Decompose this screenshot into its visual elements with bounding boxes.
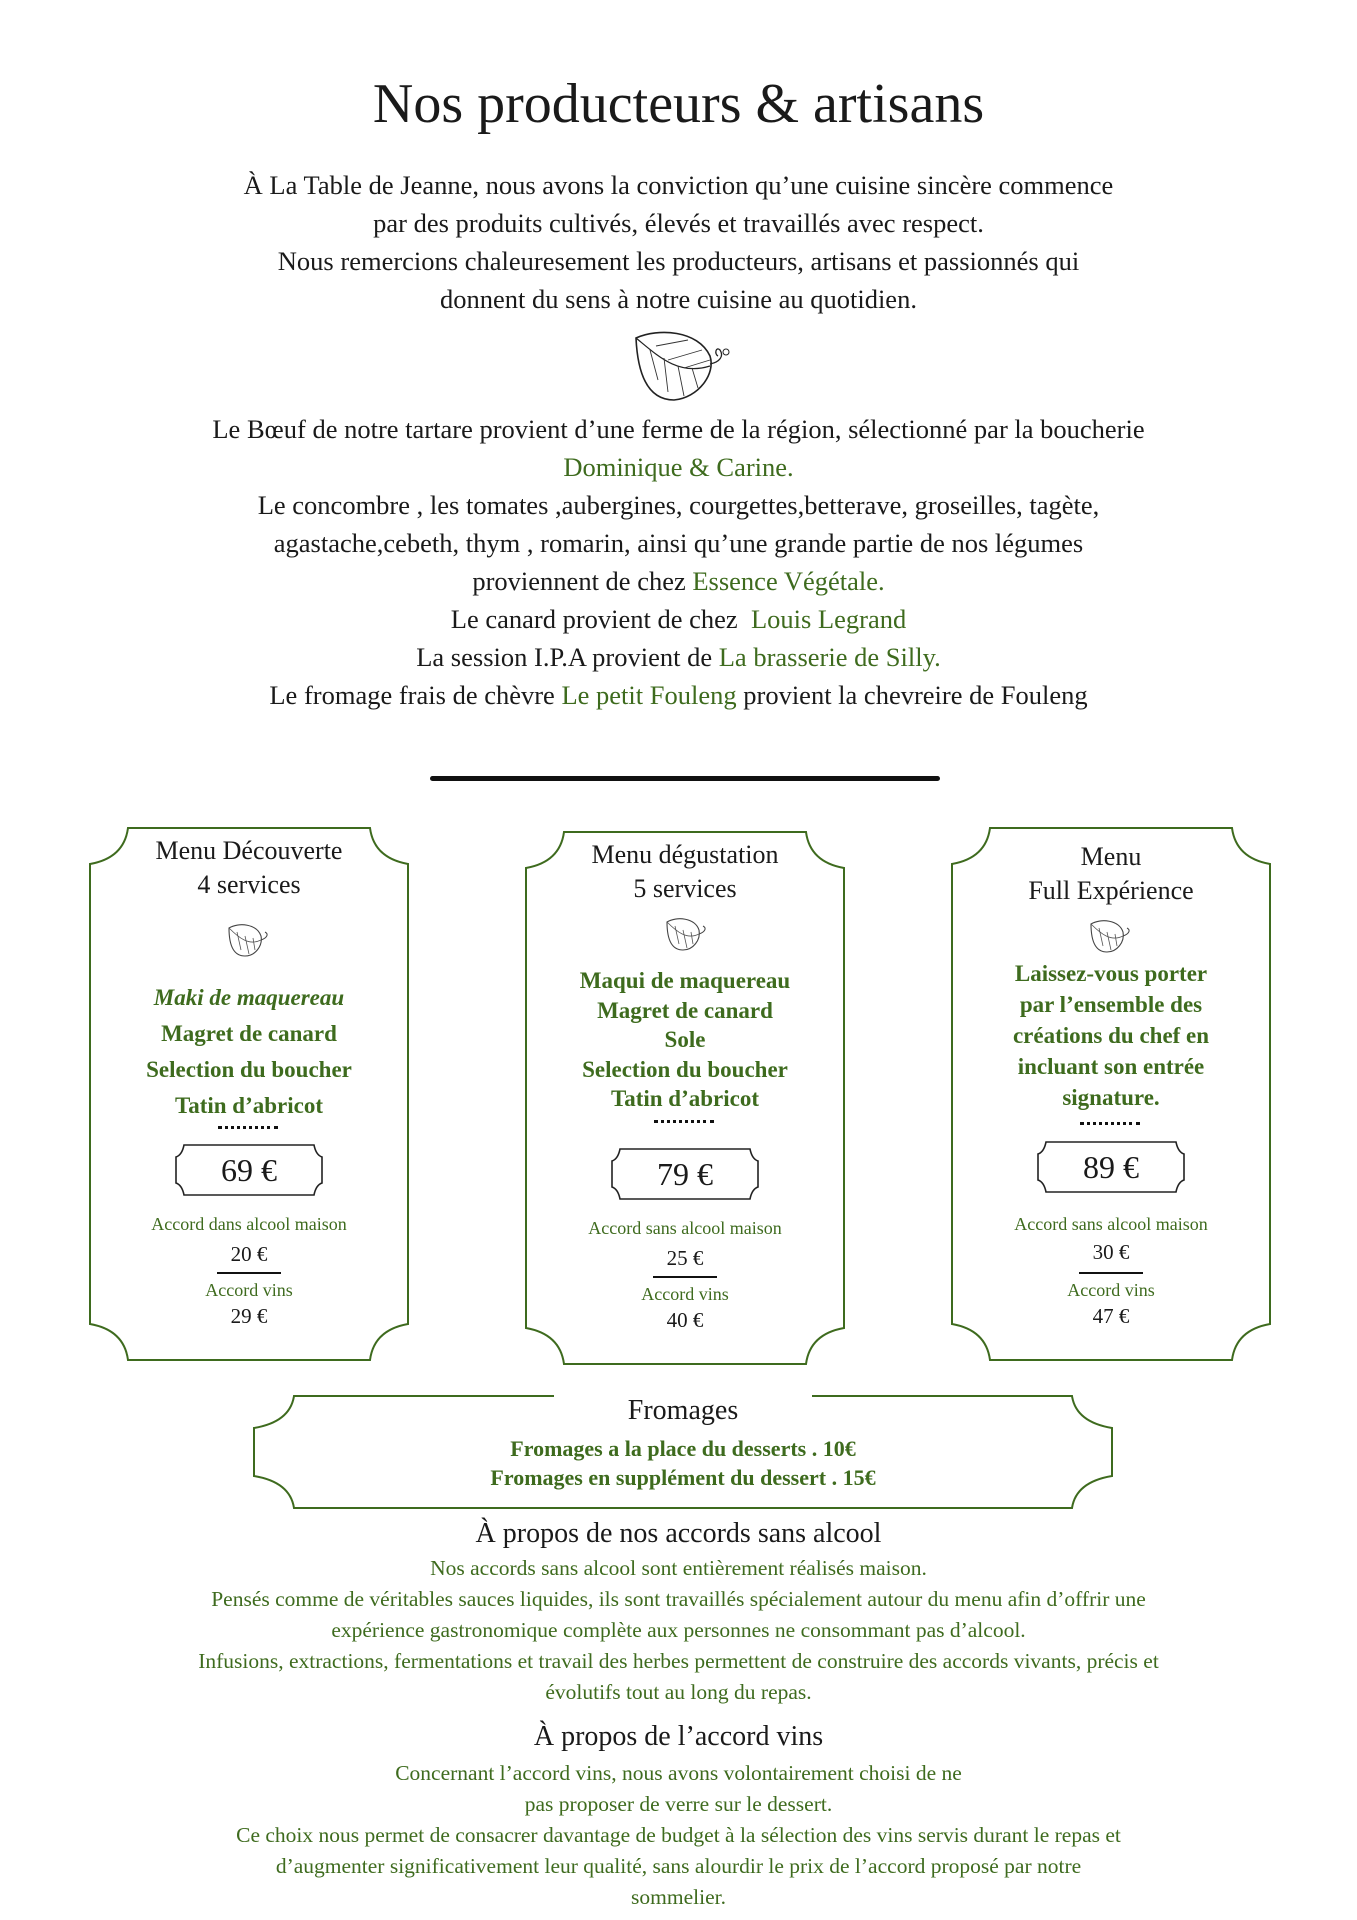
dotted-separator — [1080, 1122, 1140, 1126]
course-item: Sole — [664, 1027, 706, 1052]
fromages-box — [250, 1392, 1116, 1512]
pairing-wine-price: 47 € — [1092, 1304, 1130, 1328]
producer-name: Essence Végétale. — [692, 566, 885, 596]
producer-name: La brasserie de Silly. — [718, 642, 941, 672]
dotted-separator — [218, 1126, 278, 1130]
fromages-line: Fromages a la place du desserts . 10€ — [510, 1436, 856, 1461]
pairing-na-price: 30 € — [1092, 1240, 1130, 1264]
about-wine-line: sommelier. — [631, 1885, 726, 1909]
leaf-icon — [663, 916, 711, 954]
pairing-na-label: Accord dans alcool maison — [151, 1214, 347, 1234]
rule — [217, 1272, 281, 1274]
intro-line: donnent du sens à notre cuisine au quotidien. — [440, 284, 917, 314]
course-item: incluant son entrée — [1017, 1054, 1205, 1079]
about-na-line: Nos accords sans alcool sont entièrement réalisés maison. — [430, 1556, 927, 1580]
rule — [1079, 1272, 1143, 1274]
course-item: Tatin d’abricot — [174, 1093, 324, 1118]
page-title: Nos producteurs & artisans — [372, 73, 985, 135]
pairing-wine-label: Accord vins — [1067, 1280, 1155, 1300]
pairing-wine-label: Accord vins — [205, 1280, 293, 1300]
producer-line: proviennent de chez Essence Végétale. — [472, 566, 885, 596]
course-list — [960, 958, 1262, 1113]
dotted-separator — [654, 1120, 714, 1124]
about-wine-line: Concernant l’accord vins, nous avons volontairement choisi de ne — [395, 1761, 962, 1785]
about-wine-line: pas proposer de verre sur le dessert. — [524, 1792, 833, 1816]
course-item: Laissez-vous porter — [1014, 961, 1208, 986]
course-item: par l’ensemble des — [1019, 992, 1203, 1017]
course-item: Tatin d’abricot — [610, 1086, 760, 1111]
pairing-na-price: 20 € — [230, 1242, 268, 1266]
pairing-wine-label: Accord vins — [641, 1284, 729, 1304]
pairing-na-label: Accord sans alcool maison — [1014, 1214, 1208, 1234]
pairing-na-label: Accord sans alcool maison — [588, 1218, 782, 1238]
menu-price: 79 € — [610, 1147, 760, 1201]
course-item: Maki de maquereau — [153, 985, 345, 1010]
producers-text — [120, 410, 1237, 714]
intro-line: À La Table de Jeanne, nous avons la conviction qu’une cuisine sincère commence — [243, 170, 1114, 200]
menu-title: Menu dégustation 5 services — [591, 840, 779, 903]
course-item: Selection du boucher — [146, 1057, 352, 1082]
leaf-icon — [628, 326, 738, 404]
course-item: Magret de canard — [597, 997, 773, 1023]
about-na-title: À propos de nos accords sans alcool — [475, 1518, 882, 1549]
intro-line: Nous remercions chaleuresement les producteurs, artisans et passionnés qui — [277, 246, 1080, 276]
about-na-line: évolutifs tout au long du repas. — [545, 1680, 812, 1704]
pairing-na-price: 25 € — [666, 1246, 704, 1270]
course-item: Selection du boucher — [582, 1056, 788, 1082]
intro-line: par des produits cultivés, élevés et travaillés avec respect. — [373, 208, 984, 238]
course-list — [98, 980, 400, 1124]
producer-line: agastache,cebeth, thym , romarin, ainsi qu’une grande partie de nos légumes — [273, 528, 1084, 558]
about-wine-body — [80, 1758, 1277, 1913]
about-na-body — [80, 1553, 1277, 1708]
rule — [653, 1276, 717, 1278]
menu-price: 69 € — [174, 1143, 324, 1197]
menu-card-full-experience — [950, 826, 1272, 1362]
producer-line: Le fromage frais de chèvre Le petit Fouleng provient la chevreire de Fouleng — [269, 680, 1088, 710]
menu-card-degustation — [524, 830, 846, 1366]
course-item: signature. — [1062, 1085, 1160, 1110]
section-divider — [430, 776, 940, 781]
menu-title: Menu Découverte 4 services — [155, 836, 343, 899]
course-item: Maqui de maquereau — [579, 968, 791, 993]
fromages-title: Fromages — [627, 1395, 739, 1426]
about-na-line: Infusions, extractions, fermentations et travail des herbes permettent de construire des accords vivants, précis et — [198, 1649, 1159, 1673]
about-na-line: expérience gastronomique complète aux personnes ne consommant pas d’alcool. — [331, 1618, 1026, 1642]
producer-name: Louis Legrand — [750, 604, 907, 634]
menu-card-decouverte — [88, 826, 410, 1362]
leaf-icon — [225, 922, 273, 960]
pairing-wine-price: 29 € — [230, 1304, 268, 1328]
fromages-line: Fromages en supplément du dessert . 15€ — [490, 1465, 876, 1490]
about-wine-line: d’augmenter significativement leur qualité, sans alourdir le prix de l’accord proposé par notre — [275, 1854, 1082, 1878]
course-item: créations du chef en — [1012, 1023, 1210, 1048]
course-item: Magret de canard — [161, 1021, 337, 1046]
about-wine-title: À propos de l’accord vins — [533, 1721, 824, 1752]
producer-line: Le canard provient de chez Louis Legrand — [450, 604, 907, 634]
menu-title: Menu Full Expérience — [1028, 842, 1194, 905]
producer-line: Le Bœuf de notre tartare provient d’une ferme de la région, sélectionné par la boucherie — [212, 414, 1145, 444]
producer-line: Le concombre , les tomates ,aubergines, courgettes,betterave, groseilles, tagète, — [257, 490, 1100, 520]
menu-price: 89 € — [1036, 1140, 1186, 1194]
intro-text — [150, 166, 1207, 318]
about-na-line: Pensés comme de véritables sauces liquides, ils sont travaillés spécialement autour du menu afin d’offrir une — [211, 1587, 1146, 1611]
course-list — [534, 966, 836, 1114]
pairing-wine-price: 40 € — [666, 1308, 704, 1332]
about-wine-line: Ce choix nous permet de consacrer davantage de budget à la sélection des vins servis durant le repas et — [236, 1823, 1121, 1847]
producer-name: Le petit Fouleng — [561, 680, 737, 710]
leaf-icon — [1087, 918, 1135, 956]
producer-name: Dominique & Carine. — [563, 452, 794, 482]
producer-line: La session I.P.A provient de La brasserie de Silly. — [416, 642, 941, 672]
